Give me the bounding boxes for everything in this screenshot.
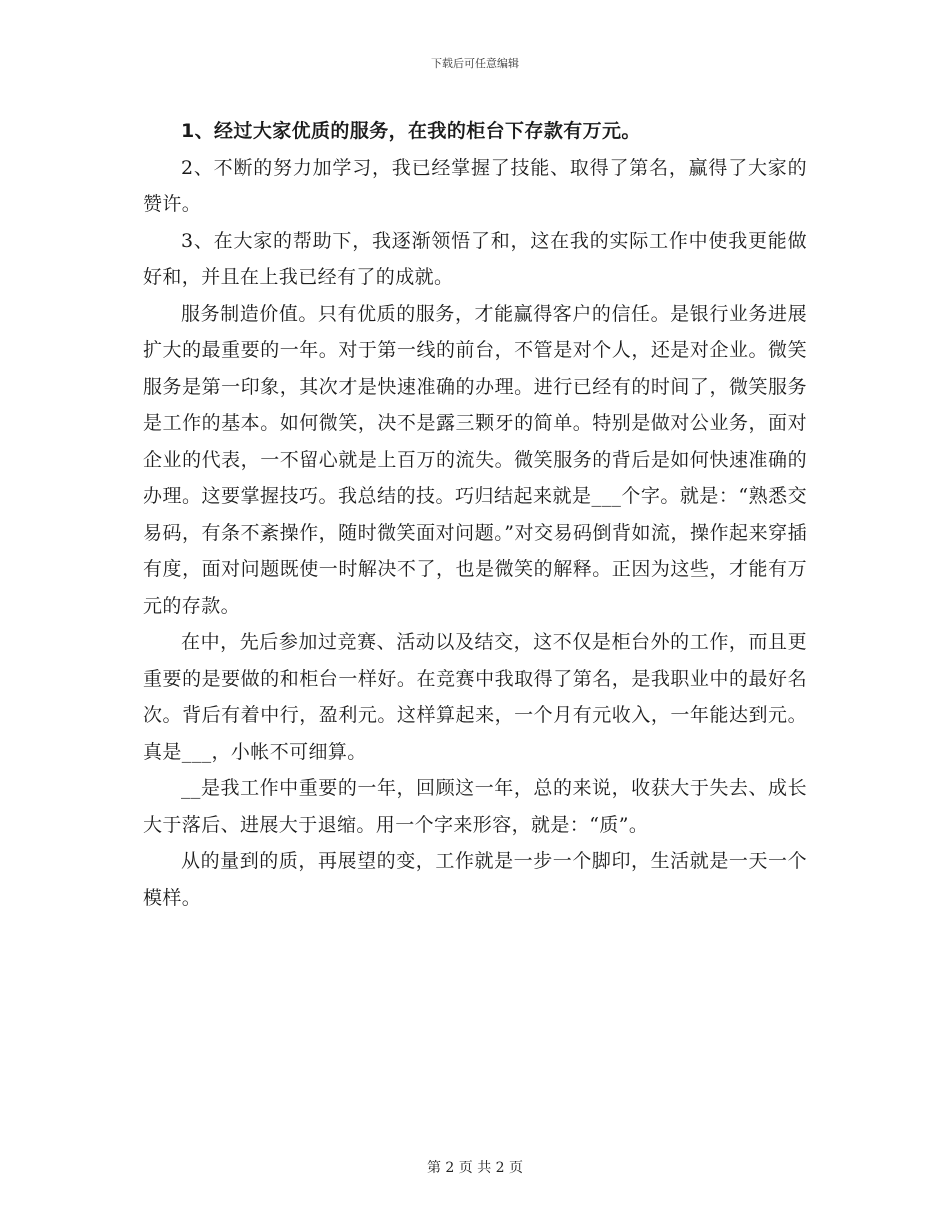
paragraph-2: 2、不断的努力加学习，我已经掌握了技能、取得了第名，赢得了大家的赞许。 (143, 156, 807, 215)
paragraph-1: 1、经过大家优质的服务，在我的柜台下存款有万元。 (181, 120, 641, 142)
document-body (143, 113, 807, 916)
paragraph-5: 在中，先后参加过竞赛、活动以及结交，这不仅是柜台外的工作，而且更重要的是要做的和柜台一样好。在竞赛中我取得了第名，是我职业中的最好名次。背后有着中行，盈利元。这样算起来，一个月有元收入，一年能达到元。真是___，小帐不可细算。 (143, 631, 807, 763)
paragraph-3: 3、在大家的帮助下，我逐渐领悟了和，这在我的实际工作中使我更能做好和，并且在上我已经有了的成就。 (143, 229, 807, 288)
paragraph-6: __是我工作中重要的一年，回顾这一年，总的来说，收获大于失去、成长大于落后、进展大于退缩。用一个字来形容，就是：“质”。 (143, 777, 807, 836)
paragraph-4: 服务制造价值。只有优质的服务，才能赢得客户的信任。是银行业务进展扩大的最重要的一年。对于第一线的前台，不管是对个人，还是对企业。微笑服务是第一印象，其次才是快速准确的办理。进行已经有的时间了，微笑服务是工作的基本。如何微笑，决不是露三颗牙的简单。特别是做对公业务，面对企业的代表，一不留心就是上百万的流失。微笑服务的背后是如何快速准确的办理。这要掌握技巧。我总结的技。巧归结起来就是___个字。就是：“熟悉交易码，有条不紊操作，随时微笑面对问题。”对交易码倒背如流，操作起来穿插有度，面对问题既使一时解决不了，也是微笑的解释。正因为这些，才能有万元的存款。 (143, 302, 807, 617)
page-footer: 第 2 页 共 2 页 (426, 1160, 524, 1176)
paragraph-7: 从的量到的质，再展望的变，工作就是一步一个脚印，生活就是一天一个模样。 (143, 850, 807, 909)
header-note: 下载后可任意编辑 (431, 57, 519, 70)
